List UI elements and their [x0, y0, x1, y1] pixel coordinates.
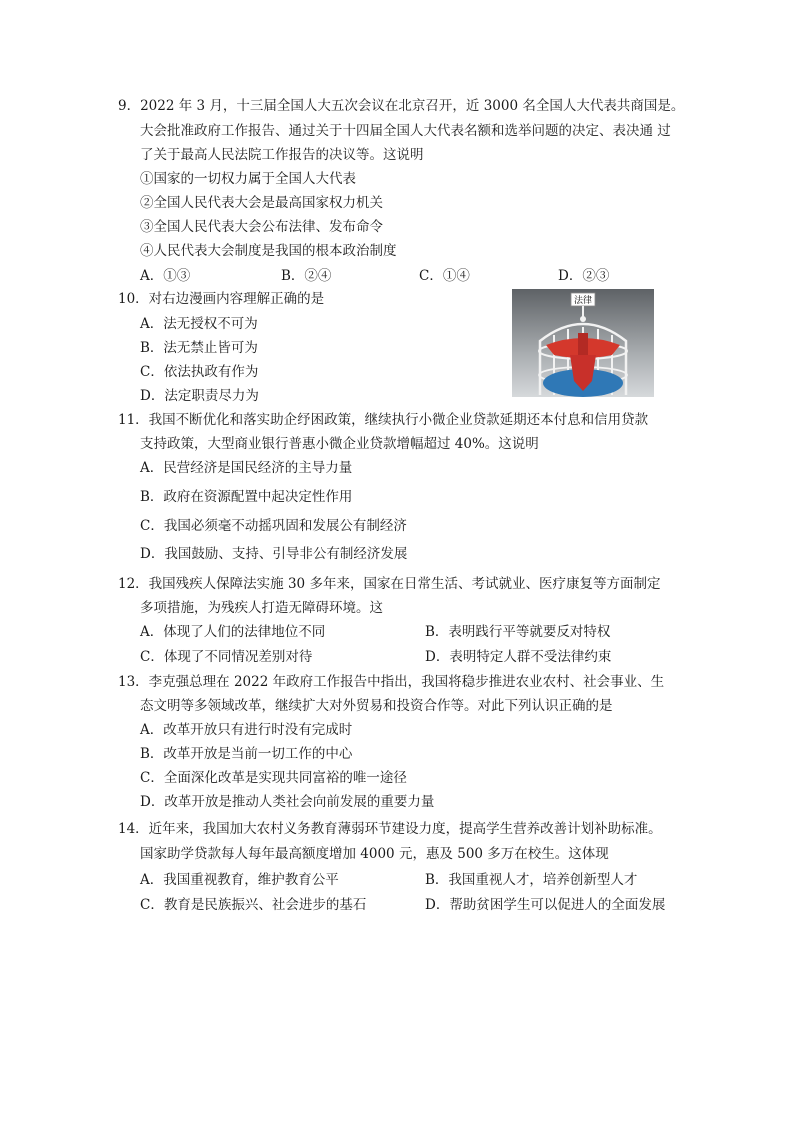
cartoon-law-label: 法律: [573, 296, 593, 306]
q9-stem-line-3: 了关于最高人民法院工作报告的决议等。这说明: [140, 147, 424, 163]
q12-stem-line-2: 多项措施，为残疾人打造无障碍环境。这: [140, 600, 383, 616]
q13-stem-line-2: 态文明等多领域改革，继续扩大对外贸易和投资合作等。对此下列认识正确的是: [140, 698, 613, 714]
q14-stem-line-2: 国家助学贷款每人每年最高额度增加 4000 元，惠及 500 多万在校生。这体现: [140, 846, 609, 862]
q10-option-d: D．法定职责尽力为: [140, 388, 259, 404]
q9-option-d: D．②③: [558, 268, 610, 284]
q10-option-b: B．法无禁止皆可为: [140, 340, 258, 356]
q12-option-b: B．表明践行平等就要反对特权: [425, 624, 611, 640]
q12-option-a: A．体现了人们的法律地位不同: [140, 624, 326, 640]
q9-statement-3: ③全国人民代表大会公布法律、发布命令: [140, 219, 383, 235]
law-cage-cartoon: [512, 289, 654, 397]
q11-stem-line-2: 支持政策，大型商业银行普惠小微企业贷款增幅超过 40%。这说明: [140, 436, 539, 452]
q12-stem-line-1: 12．我国残疾人保障法实施 30 多年来，国家在日常生活、考试就业、医疗康复等方面制定: [118, 576, 661, 592]
q11-stem-line-1: 11．我国不断优化和落实助企纾困政策，继续执行小微企业贷款延期还本付息和信用贷款: [118, 412, 649, 428]
q13-option-c: C．全面深化改革是实现共同富裕的唯一途径: [140, 770, 407, 786]
q10-option-a: A．法无授权不可为: [140, 316, 258, 332]
q13-stem-line-1: 13．李克强总理在 2022 年政府工作报告中指出，我国将稳步推进农业农村、社会事业、生: [118, 674, 665, 690]
q13-option-d: D．改革开放是推动人类社会向前发展的重要力量: [140, 794, 435, 810]
q11-option-b: B．政府在资源配置中起决定性作用: [140, 489, 353, 505]
q14-option-d: D．帮助贫困学生可以促进人的全面发展: [425, 897, 666, 913]
q10-option-c: C．依法执政有作为: [140, 364, 259, 380]
q9-option-c: C．①④: [419, 268, 470, 284]
q9-option-a: A．①③: [140, 268, 191, 284]
q9-stem-line-1: 9．2022 年 3 月，十三届全国人大五次会议在北京召开，近 3000 名全国人大代表共商国是。: [118, 98, 685, 114]
q9-stem-line-2: 大会批准政府工作报告、通过关于十四届全国人大代表名额和选举问题的决定、表决通 过: [140, 123, 671, 139]
q14-option-a: A．我国重视教育，维护教育公平: [140, 872, 339, 888]
q10-stem: 10．对右边漫画内容理解正确的是: [118, 291, 325, 307]
q12-option-d: D．表明特定人群不受法律约束: [425, 649, 612, 665]
q9-statement-2: ②全国人民代表大会是最高国家权力机关: [140, 195, 383, 211]
q9-statement-4: ④人民代表大会制度是我国的根本政治制度: [140, 243, 397, 259]
q14-stem-line-1: 14．近年来，我国加大农村义务教育薄弱环节建设力度，提高学生营养改善计划补助标准。: [118, 821, 662, 837]
q13-option-b: B．改革开放是当前一切工作的中心: [140, 746, 353, 762]
q9-option-b: B．②④: [281, 268, 332, 284]
q12-option-c: C．体现了不同情况差别对待: [140, 649, 313, 665]
q11-option-d: D．我国鼓励、支持、引导非公有制经济发展: [140, 546, 408, 562]
q14-option-c: C．教育是民族振兴、社会进步的基石: [140, 897, 367, 913]
q9-statement-1: ①国家的一切权力属于全国人大代表: [140, 171, 356, 187]
q11-option-c: C．我国必须毫不动摇巩固和发展公有制经济: [140, 518, 407, 534]
q11-option-a: A．民营经济是国民经济的主导力量: [140, 460, 353, 476]
q13-option-a: A．改革开放只有进行时没有完成时: [140, 722, 353, 738]
q14-option-b: B．我国重视人才，培养创新型人才: [425, 872, 638, 888]
